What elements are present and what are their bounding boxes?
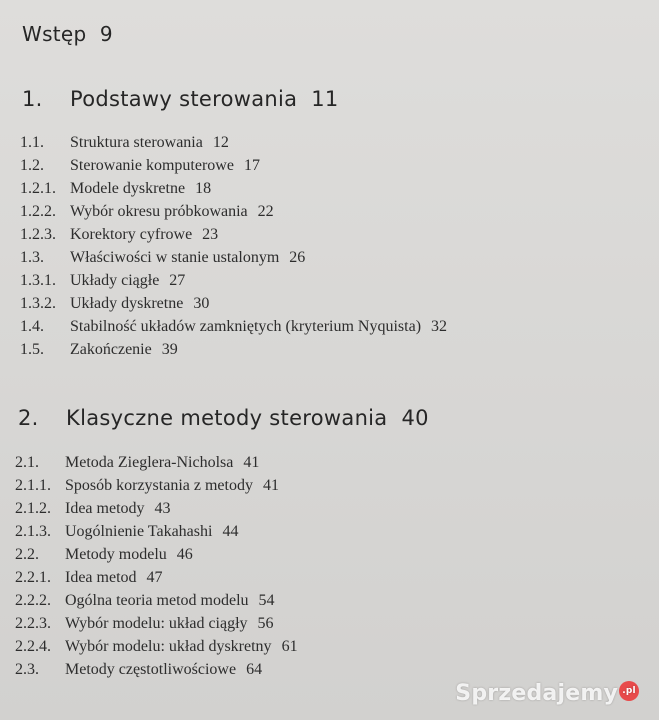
toc-entry-page: 46 <box>176 546 193 563</box>
chapter-2-number: 2. <box>18 406 39 430</box>
toc-entry-title: Korektory cyfrowe <box>70 226 193 243</box>
toc-entry-number: 1.2. <box>20 157 44 174</box>
toc-entry-title: Wybór modelu: układ ciągły <box>65 615 248 632</box>
chapter-1-title: Podstawy sterowania <box>70 87 298 111</box>
toc-entry-title: Idea metod <box>65 569 137 586</box>
toc-entry-page: 39 <box>161 341 178 358</box>
toc-entry-title: Sposób korzystania z metody <box>65 477 253 494</box>
toc-entry-number: 2.1. <box>15 454 39 471</box>
chapter-1-number: 1. <box>22 87 43 111</box>
chapter-2-toc <box>15 451 298 681</box>
toc-entry-title: Układy ciągłe <box>70 272 160 289</box>
chapter-1-toc <box>20 131 447 361</box>
toc-entry-page: 43 <box>154 500 171 517</box>
toc-entry-number: 1.3.2. <box>20 295 56 312</box>
toc-entry <box>15 497 298 520</box>
toc-entry <box>15 520 298 543</box>
toc-entry-number: 1.4. <box>20 318 44 335</box>
toc-entry <box>15 589 298 612</box>
toc-entry-number: 1.3. <box>20 249 44 266</box>
chapter-1-page: 11 <box>311 87 339 111</box>
toc-entry-page: 54 <box>258 592 275 609</box>
intro-heading <box>22 22 113 46</box>
toc-entry-number: 1.5. <box>20 341 44 358</box>
toc-entry-number: 2.3. <box>15 661 39 678</box>
toc-entry <box>15 635 298 658</box>
toc-entry <box>20 200 447 223</box>
toc-entry-title: Uogólnienie Takahashi <box>65 523 213 540</box>
toc-entry-title: Metody modelu <box>65 546 167 563</box>
toc-entry <box>15 612 298 635</box>
toc-entry-number: 1.2.2. <box>20 203 56 220</box>
watermark-text: Sprzedajemy <box>455 681 618 706</box>
toc-entry-page: 56 <box>257 615 274 632</box>
toc-entry-page: 17 <box>243 157 260 174</box>
toc-entry-title: Metoda Zieglera-Nicholsa <box>65 454 234 471</box>
toc-entry <box>20 223 447 246</box>
toc-entry-title: Sterowanie komputerowe <box>70 157 234 174</box>
chapter-1-heading <box>22 87 339 111</box>
toc-entry <box>15 658 298 681</box>
toc-entry-number: 1.2.1. <box>20 180 56 197</box>
toc-entry-title: Stabilność układów zamkniętych (kryterium Nyquista) <box>70 318 422 335</box>
toc-entry-page: 44 <box>222 523 239 540</box>
toc-entry-page: 26 <box>289 249 306 266</box>
toc-entry-number: 1.2.3. <box>20 226 56 243</box>
toc-entry-number: 2.1.2. <box>15 500 51 517</box>
toc-entry-title: Wybór modelu: układ dyskretny <box>65 638 272 655</box>
toc-entry-number: 1.1. <box>20 134 44 151</box>
toc-entry-title: Metody częstotliwościowe <box>65 661 237 678</box>
toc-entry-title: Ogólna teoria metod modelu <box>65 592 249 609</box>
chapter-2-title: Klasyczne metody sterowania <box>66 406 388 430</box>
toc-entry-title: Układy dyskretne <box>70 295 184 312</box>
toc-entry-page: 61 <box>281 638 298 655</box>
toc-entry <box>20 338 447 361</box>
toc-entry-page: 27 <box>169 272 186 289</box>
toc-entry <box>20 246 447 269</box>
toc-entry-title: Właściwości w stanie ustalonym <box>70 249 280 266</box>
toc-entry-page: 18 <box>195 180 212 197</box>
toc-entry-page: 12 <box>212 134 229 151</box>
toc-entry <box>20 292 447 315</box>
toc-entry-title: Modele dyskretne <box>70 180 186 197</box>
toc-entry-number: 2.2.1. <box>15 569 51 586</box>
watermark-dot-icon: .pl <box>619 681 639 701</box>
toc-entry-page: 41 <box>262 477 279 494</box>
watermark-logo <box>455 681 639 706</box>
toc-entry <box>20 177 447 200</box>
intro-label: Wstęp <box>22 22 87 46</box>
toc-entry-title: Struktura sterowania <box>70 134 203 151</box>
toc-entry-number: 2.1.3. <box>15 523 51 540</box>
toc-entry <box>15 474 298 497</box>
toc-entry <box>15 451 298 474</box>
chapter-2-page: 40 <box>401 406 429 430</box>
toc-entry-page: 64 <box>246 661 263 678</box>
toc-entry-page: 32 <box>431 318 448 335</box>
intro-page: 9 <box>99 22 113 46</box>
toc-entry-number: 2.2.3. <box>15 615 51 632</box>
toc-entry-page: 22 <box>257 203 274 220</box>
toc-entry <box>20 315 447 338</box>
toc-entry <box>20 154 447 177</box>
toc-entry-title: Zakończenie <box>70 341 152 358</box>
toc-entry <box>20 131 447 154</box>
toc-entry-number: 2.2.2. <box>15 592 51 609</box>
toc-entry-page: 47 <box>146 569 163 586</box>
toc-entry-number: 2.2. <box>15 546 39 563</box>
toc-entry-page: 23 <box>202 226 219 243</box>
toc-entry-number: 2.1.1. <box>15 477 51 494</box>
toc-entry-number: 2.2.4. <box>15 638 51 655</box>
toc-entry-title: Wybór okresu próbkowania <box>70 203 248 220</box>
toc-entry <box>15 543 298 566</box>
toc-entry-title: Idea metody <box>65 500 145 517</box>
toc-entry-page: 41 <box>243 454 260 471</box>
toc-entry-number: 1.3.1. <box>20 272 56 289</box>
toc-entry <box>20 269 447 292</box>
toc-entry-page: 30 <box>193 295 210 312</box>
chapter-2-heading <box>18 406 429 430</box>
toc-entry <box>15 566 298 589</box>
